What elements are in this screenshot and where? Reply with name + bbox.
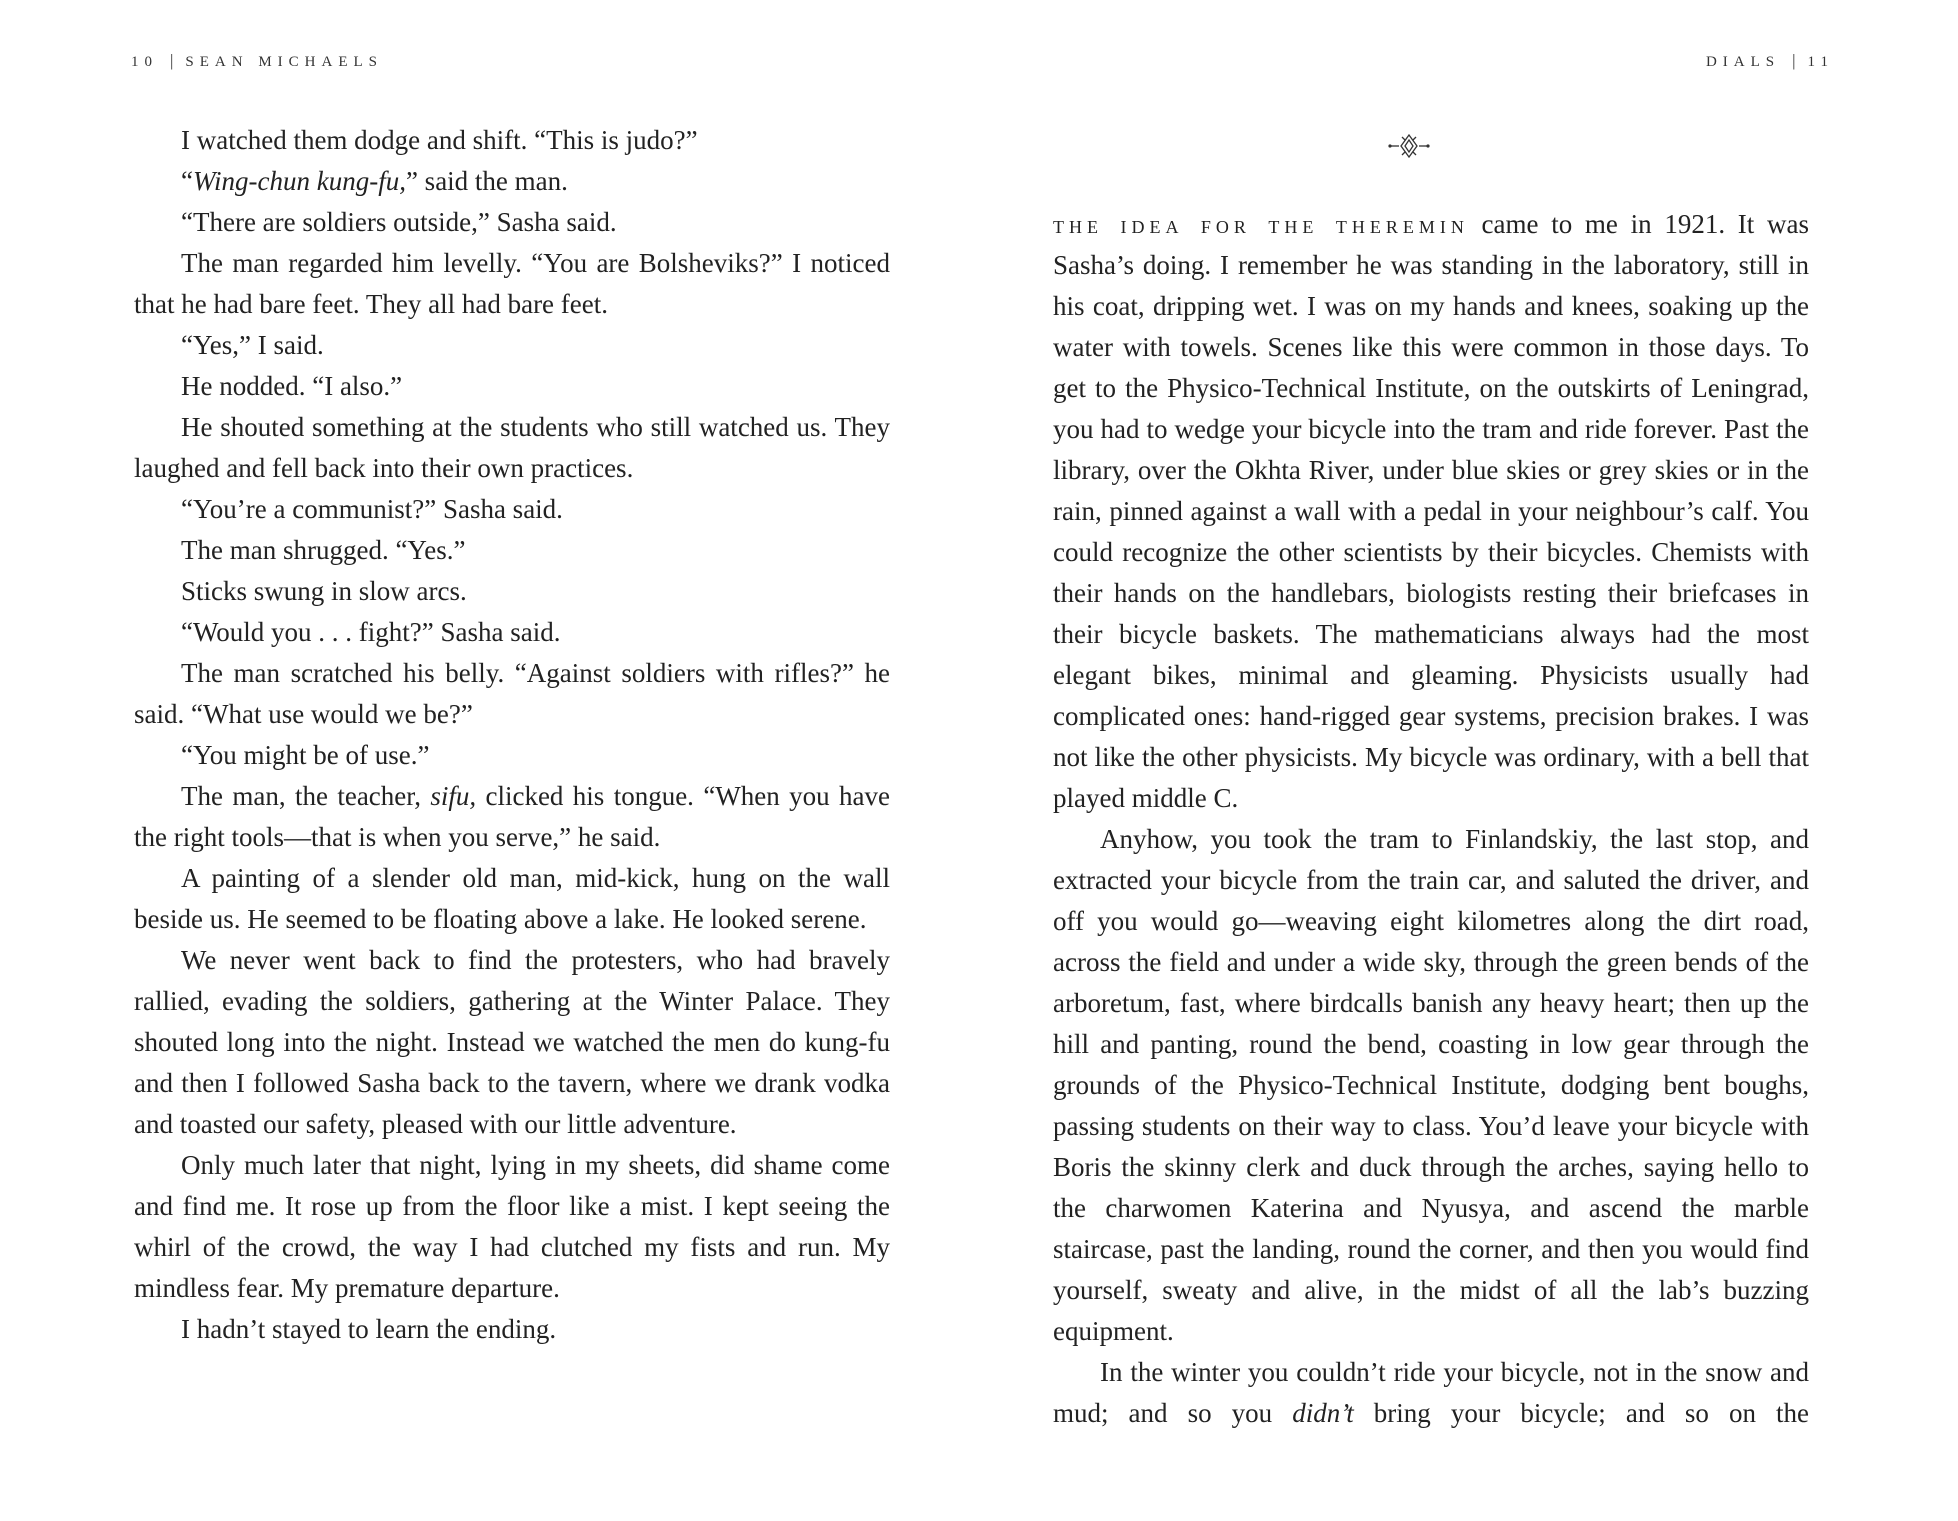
author-name: SEAN MICHAELS (185, 54, 383, 70)
paragraph: “You might be of use.” (181, 740, 430, 770)
chapter-title: DIALS (1705, 54, 1781, 70)
opening-smallcaps: the idea for the theremin (1053, 210, 1469, 239)
paragraph: The man shrugged. “Yes.” (181, 535, 466, 565)
paragraph: The man scratched his belly. “Against soldiers with rifles?” he said. “What use would we be?” (134, 658, 890, 729)
paragraph: In the winter you couldn’t ride your bicycle, not in the snow and mud; and so you didn’t bring your bicycle; and so on the (1053, 1357, 1809, 1428)
left-running-head (131, 51, 383, 71)
paragraph: The man, the teacher, sifu, clicked his tongue. “When you have the right tools—that is when you serve,” he said. (134, 781, 890, 852)
paragraph: Sticks swung in slow arcs. (181, 576, 467, 606)
paragraph: I watched them dodge and shift. “This is judo?” (181, 125, 698, 155)
italic-text: didn’t (1292, 1398, 1354, 1428)
paragraph: Anyhow, you took the tram to Finlandskiy, the last stop, and extracted your bicycle from the train car, and saluted the driver, and off you would go—weaving eight kilometres along the dirt road, across the field and under a wide sky, through the green bends of the arboretum, fast, where birdcalls banish any heavy heart; then up the hill and panting, round the bend, coasting in low gear through the grounds of the Physico-Technical Institute, dodging bent boughs, passing students on their way to class. You’d leave your bicycle with Boris the skinny clerk and duck through the arches, saying hello to the charwomen Katerina and Nyusya, and ascend the marble staircase, past the landing, round the corner, and then you would find yourself, sweaty and alive, in the midst of all the lab’s buzzing equipment. (1053, 824, 1809, 1346)
paragraph: The man regarded him levelly. “You are Bolsheviks?” I noticed that he had bare feet. They all had bare feet. (134, 248, 890, 319)
paragraph: “Yes,” I said. (181, 330, 324, 360)
right-running-head (1706, 51, 1834, 71)
paragraph: Only much later that night, lying in my sheets, did shame come and find me. It rose up from the floor like a mist. I kept seeing the whirl of the crowd, the way I had clutched my fists and run. My mindless fear. My premature departure. (134, 1150, 890, 1303)
paragraph: I hadn’t stayed to learn the ending. (181, 1314, 557, 1344)
italic-text: sifu, (430, 781, 477, 811)
section-break-ornament-icon (1387, 131, 1431, 161)
paragraph: He shouted something at the students who still watched us. They laughed and fell back into their own practices. (134, 412, 890, 483)
header-separator: | (1792, 51, 1796, 70)
right-page (979, 0, 1958, 1521)
left-body-text (134, 120, 890, 1350)
paragraph: He nodded. “I also.” (181, 371, 403, 401)
header-separator: | (170, 51, 174, 70)
right-page-number: 11 (1807, 54, 1834, 70)
left-page-number: 10 (131, 54, 158, 70)
paragraph: “Wing-chun kung-fu,” said the man. (181, 166, 568, 196)
paragraph: “You’re a communist?” Sasha said. (181, 494, 563, 524)
paragraph: “Would you . . . fight?” Sasha said. (181, 617, 561, 647)
right-body-text (1053, 204, 1809, 1434)
paragraph: the idea for the theremin came to me in 1921. It was Sasha’s doing. I remember he was standing in the laboratory, still in his coat, dripping wet. I was on my hands and knees, soaking up the water with towels. Scenes like this were common in those days. To get to the Physico-Technical Institute, on the outskirts of Leningrad, you had to wedge your bicycle into the tram and ride forever. Past the library, over the Okhta River, under blue skies or grey skies or in the rain, pinned against a wall with a pedal in your neighbour’s calf. You could recognize the other scientists by their bicycles. Chemists with their hands on the handlebars, biologists resting their briefcases in their bicycle baskets. The mathematicians always had the most elegant bikes, minimal and gleaming. Physicists usually had complicated ones: hand-rigged gear systems, precision brakes. I was not like the other physicists. My bicycle was ordinary, with a bell that played middle C. (1053, 209, 1809, 813)
italic-text: Wing-chun kung-fu, (192, 166, 406, 196)
paragraph: “There are soldiers outside,” Sasha said. (181, 207, 617, 237)
paragraph: A painting of a slender old man, mid-kick, hung on the wall beside us. He seemed to be floating above a lake. He looked serene. (134, 863, 890, 934)
paragraph: We never went back to find the protesters, who had bravely rallied, evading the soldiers, gathering at the Winter Palace. They shouted long into the night. Instead we watched the men do kung-fu and then I followed Sasha back to the tavern, where we drank vodka and toasted our safety, pleased with our little adventure. (134, 945, 890, 1139)
